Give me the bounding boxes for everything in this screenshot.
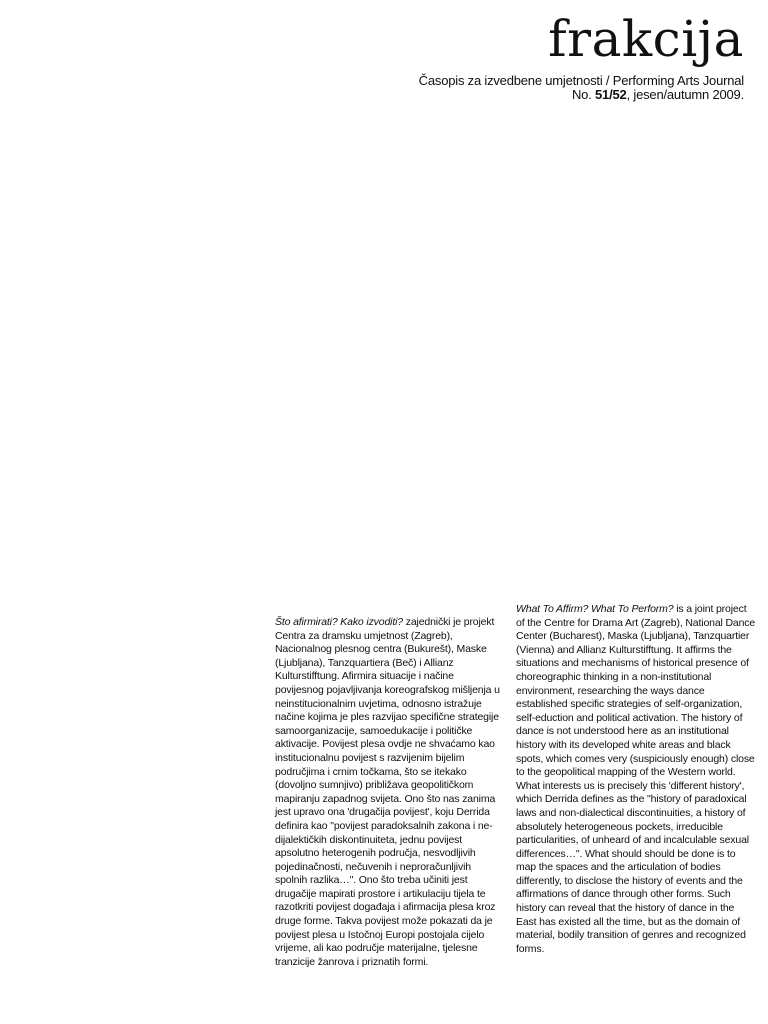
croatian-lead-title: Što afirmirati? Kako izvoditi?	[275, 616, 403, 628]
journal-subtitle: Časopis za izvedbene umjetnosti / Performing Arts Journal	[418, 73, 744, 88]
masthead	[418, 10, 744, 102]
issue-number: 51/52	[595, 87, 627, 102]
croatian-text-column	[275, 616, 505, 969]
issue-line	[419, 88, 744, 102]
issue-suffix: , jesen/autumn 2009.	[626, 87, 744, 102]
journal-logo: frakcija	[548, 10, 744, 68]
english-text-column	[516, 603, 757, 956]
issue-prefix: No.	[571, 87, 596, 102]
croatian-body-text: zajednički je projekt Centra za dramsku umjetnost (Zagreb), Nacionalnog plesnog centra (Bukurešt), Maske (Ljubljana), Tanzquartiera (Beč) i Allianz Kulturstifftung. Afirmira situacije i načine povijesnog pojavljivanja koreografskog mišljenja u neinstitucionalnim uvjetima, odnosno istražuje načine kojima je ples razvijao specifične strategije samoorganizacije, samoedukacije i političke aktivacije. Povijest plesa ovdje ne shvaćamo kao institucionalnu povijest s razvijenim bijelim područjima i crnim točkama, što se itekako (dovoljno sumnjivo) približava geopolitičkom mapiranju zapadnog svijeta. Ono što nas zanima jest upravo ona 'drugačija povijest', koju Derrida definira kao "povijest paradoksalnih zakona i ne-dijalektičkih diskontinuiteta, jednu povijest apsolutno heterogenih područja, nesvodljivih pojedinačnosti, nečuvenih i neproračunljivih spolnih razlika…". Ono što treba učiniti jest drugačije mapirati prostore i artikulaciju tijela te razotkriti povijest događaja i afirmacija plesa kroz druge forme. Takva povijest može pokazati da je povijest plesa u Istočnoj Europi postojala cijelo vrijeme, ali kao područje materijalne, tjelesne tranzicije žanrova i priznatih formi.	[275, 616, 500, 968]
english-body-text: is a joint project of the Centre for Drama Art (Zagreb), National Dance Center (Bucharest), Maska (Ljubljana), Tanzquartier (Vienna) and Allianz Kulturstifftung. It affirms the situations and mechanisms of historical presence of choreographic thinking in a non-institutional environment, researching the ways dance established specific strategies of self-organization, self-eduction and political activation. The history of dance is not understood here as an institutional history with its developed white areas and black spots, which comes very (suspiciously enough) close to the geopolitical mapping of the Western world. What interests us is precisely this 'different history', which Derrida defines as the "history of paradoxical laws and non-dialectical discontinuities, a history of absolutely heterogeneous pockets, irreducible particularities, of unheard of and incalculable sexual differences…". What should should be done is to map the spaces and the articulation of bodies differently, to disclose the history of events and the affirmations of dance through other forms. Such history can reveal that the history of dance in the East has existed all the time, but as the domain of material, bodily transition of genres and recognized forms.	[516, 603, 756, 955]
english-lead-title: What To Affirm? What To Perform?	[516, 603, 674, 615]
